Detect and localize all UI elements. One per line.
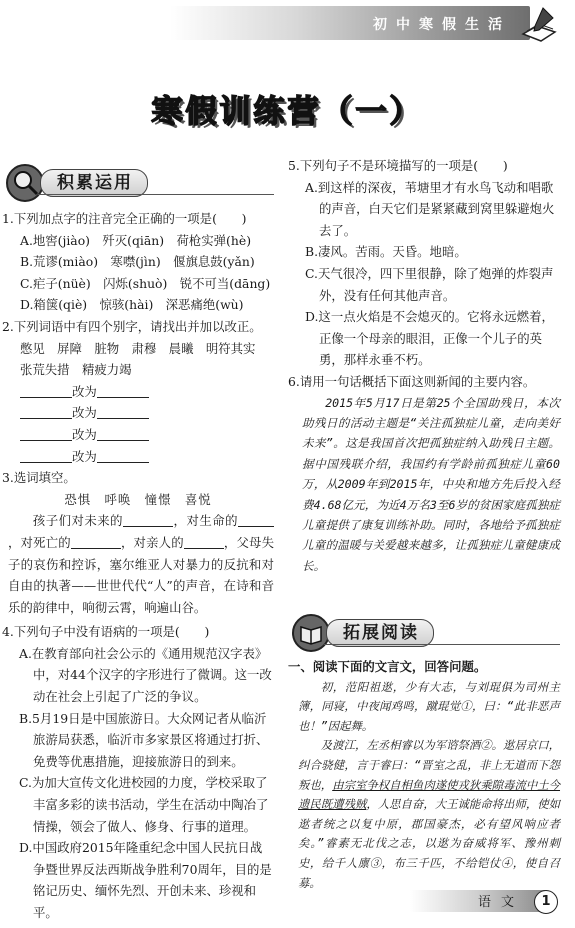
fix-label: 改为	[72, 426, 97, 442]
q4-option-c: C.为加大宣传文化进校园的力度，学校采取了丰富多彩的读书活动，学生在活动中陶冶了情操，领会了做人、修身、行事的道理。	[19, 775, 269, 834]
answer-blank[interactable]	[97, 383, 149, 398]
page-title: 寒假训练营（一）	[151, 94, 424, 130]
q4-option-a: A.在教育部向社会公示的《通用规范汉字表》中，对44个汉字的字形进行了微调。这一改动在社会上引起了广泛的争议。	[19, 645, 272, 705]
fix-label: 改为	[72, 405, 97, 421]
answer-blank[interactable]	[20, 383, 72, 398]
q5-option-c: C.天气很冷，四下里很静，除了炮弹的炸裂声外，没有任何其他声音。	[305, 265, 554, 303]
q2-stem: 2.下列词语中有四个别字，请找出并加以改正。	[2, 318, 262, 334]
magnifier-icon	[6, 164, 44, 202]
page-number: 1	[534, 890, 558, 914]
answer-blank[interactable]	[184, 534, 224, 549]
reading-para-2	[288, 736, 560, 893]
footer-subject: 语文	[478, 895, 525, 910]
q1-option-d: D.箱箧(qiè) 惊骇(hài) 深恶痛绝(wù)	[20, 297, 244, 313]
para2-text: 及渡江，左丞相睿以为军谘祭酒②。逖居京口，纠合骁健，言于睿曰：“晋室之乱，非上无道而下怨叛也，	[298, 738, 561, 792]
q6-news: 2015年5月17日是第25个全国助残日，本次助残日的活动主题是“关注孤独症儿童，走向美好未来”。这是我国首次把孤独症纳入助残日主题。据中国残联介绍，我国约有学龄前孤独症儿童60万，从2009年到2015年，中央和地方先后投入经费4.68亿元，为近4万名3至6岁的贫困家庭孤独症儿童提供了康复训练补助。同时，各地给予孤独症儿童的温暖与关爱越来越多，让孤独症儿童健康成长。	[302, 395, 560, 573]
fix-label: 改为	[72, 383, 97, 399]
right-column	[288, 155, 560, 576]
section-header-reading	[288, 614, 560, 650]
reading-para-1: 初，范阳祖逖，少有大志，与刘琨俱为司州主簿，同寝，中夜闻鸡鸣，蹴琨觉①，曰：“此非恶声也！”因起舞。	[298, 679, 560, 733]
para2-underlined: 由宗室争权自相鱼肉遂使戎狄乘隙毒流中土今遗民既遭残贼	[298, 777, 561, 812]
q4-option-b: B.5月19日是中国旅游日。大众网记者从临沂旅游局获悉，临沂市多家景区将通过打折、免费等优惠措施，迎接旅游日的到来。	[19, 710, 269, 769]
top-banner	[0, 0, 575, 56]
reading-stem: 一、阅读下面的文言文，回答问题。	[288, 659, 487, 674]
q2-fix-row	[2, 446, 274, 468]
q2-fix-row	[2, 424, 274, 446]
q1-option-c: C.疟子(nüè) 闪烁(shuò) 锐不可当(dāng)	[20, 275, 271, 291]
para2-text: ，人思自奋，大王诚能命将出师，使如逖者统之以复中原，郡国豪杰，必有望风响应者矣。”睿素无北伐之志，以逖为奋威将军、豫州刺史，给千人廪③，布三千匹，不给铠仗④，使自召募。	[298, 797, 561, 890]
q3-text: ，对生命的	[173, 513, 239, 529]
q3-text: 孩子们对未来的	[32, 513, 124, 529]
section-title: 积累运用	[40, 169, 148, 197]
answer-blank[interactable]	[238, 512, 274, 527]
q4-stem: 4.下列句子中没有语病的一项是( )	[2, 624, 210, 640]
q3-stem: 3.选词填空。	[2, 470, 76, 486]
q3-text: ，对死亡的	[8, 534, 71, 550]
q2-fix-row	[2, 381, 274, 403]
answer-blank[interactable]	[123, 512, 173, 527]
q2-words-1: 憋见 屏障 脏物 肃穆 晨曦 明符其实	[20, 340, 256, 356]
section-header-accumulation	[2, 164, 274, 200]
q2-fix-row	[2, 402, 274, 424]
section-underline	[324, 644, 560, 645]
section-underline	[38, 194, 274, 195]
q1-option-b: B.荒谬(miào) 寒噤(jìn) 偃旗息鼓(yǎn)	[20, 254, 255, 270]
answer-blank[interactable]	[97, 426, 149, 441]
q6-stem: 6.请用一句话概括下面这则新闻的主要内容。	[288, 373, 536, 389]
q5-option-b: B.凄风。苦雨。天昏。地暗。	[305, 244, 467, 260]
answer-blank[interactable]	[20, 404, 72, 419]
q5-option-a: A.到这样的深夜，苇塘里才有水鸟飞动和唱歌的声音，白天它们是紧紧藏到窝里躲避炮火去了。	[305, 179, 555, 238]
left-column	[2, 208, 274, 924]
answer-blank[interactable]	[20, 426, 72, 441]
q4-option-d: D.中国政府2015年隆重纪念中国人民抗日战争暨世界反法西斯战争胜利70周年，目的是铭记历史、缅怀先烈、开创未来、珍视和平。	[19, 840, 272, 920]
reading-section	[288, 656, 560, 893]
answer-blank[interactable]	[20, 448, 72, 463]
q5-stem: 5.下列句子不是环境描写的一项是( )	[288, 158, 508, 173]
answer-blank[interactable]	[97, 404, 149, 419]
book-icon	[292, 614, 330, 652]
header-title: 初中寒假生活	[373, 17, 511, 33]
q3-word-bank: 恐惧 呼唤 憧憬 喜悦	[64, 491, 212, 507]
section-title: 拓展阅读	[326, 619, 434, 647]
fix-label: 改为	[72, 448, 97, 464]
q1-stem: 1.下列加点字的注音完全正确的一项是( )	[2, 211, 247, 226]
book-pen-icon	[519, 4, 559, 44]
q3-text: ，父母失子的哀伤和控诉，塞尔维亚人对暴力的反抗和对自由的执著——世世代代“人”的声音，在诗和音乐的韵律中，响彻云霄，响遍山谷。	[8, 534, 275, 615]
q5-option-d: D.这一点火焰是不会熄灭的。它将永远燃着，正像一个母亲的眼泪，正像一个儿子的英勇，那样永垂不朽。	[305, 309, 554, 368]
answer-blank[interactable]	[97, 448, 149, 463]
q2-words-2: 张荒失措 精疲力竭	[20, 362, 132, 378]
q1-option-a: A.地窖(jiào) 歼灭(qiān) 荷枪实弹(hè)	[20, 232, 252, 248]
answer-blank[interactable]	[71, 534, 121, 549]
q3-text: ，对亲人的	[120, 534, 184, 550]
q3-passage	[2, 510, 274, 618]
